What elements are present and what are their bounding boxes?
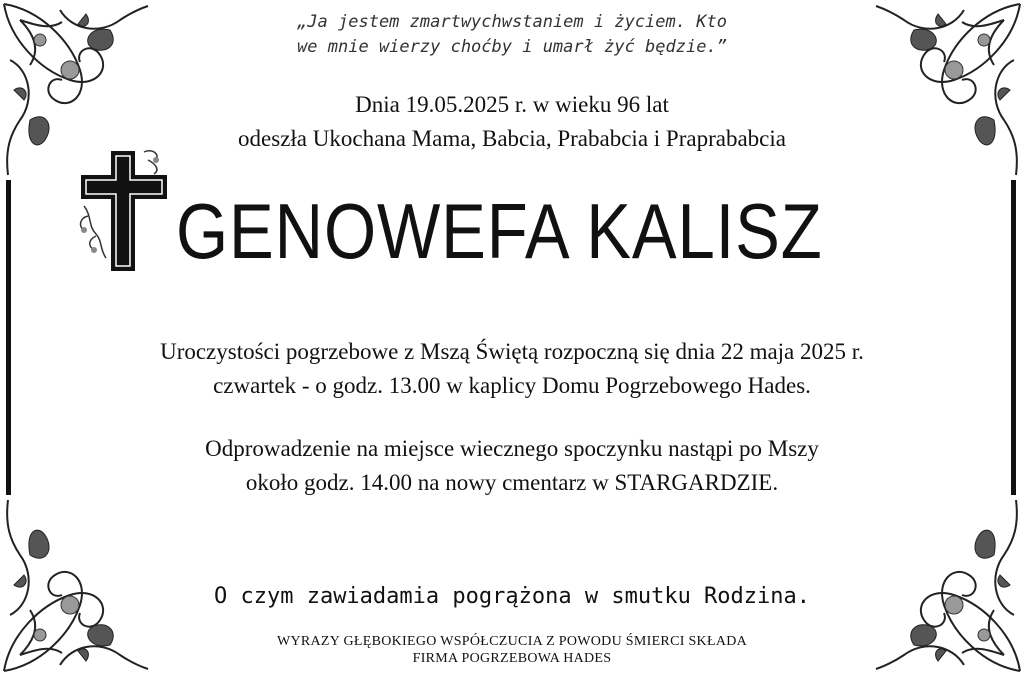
- condolence-note: [0, 633, 1024, 667]
- ceremony-line-2: czwartek - o godz. 13.00 w kaplicy Domu Pogrzebowego Hades.: [213, 373, 811, 398]
- procession-line-2: około godz. 14.00 na nowy cmentarz w STARGARDZIE.: [245, 470, 779, 495]
- funeral-ceremony-info: [0, 335, 1024, 403]
- family-note: O czym zawiadamia pogrążona w smutku Rodzina.: [213, 584, 811, 609]
- quote-line-2: we mnie wierzy choćby i umarł żyć będzie.”: [297, 37, 727, 57]
- intro-line-2: odeszła Ukochana Mama, Babcia, Prababcia i Praprababcia: [238, 126, 786, 151]
- bible-quote: [0, 10, 1024, 60]
- procession-line-1: Odprowadzenie na miejsce wiecznego spoczynku nastąpi po Mszy: [205, 436, 819, 461]
- intro-line-1: Dnia 19.05.2025 r. w wieku 96 lat: [355, 92, 669, 117]
- quote-line-1: „Ja jestem zmartwychwstaniem i życiem. Kto: [297, 12, 727, 32]
- burial-procession-info: [0, 432, 1024, 500]
- ceremony-line-1: Uroczystości pogrzebowe z Mszą Świętą rozpoczną się dnia 22 maja 2025 r.: [160, 339, 864, 364]
- condolence-line-2: FIRMA POGRZEBOWA HADES: [412, 651, 612, 666]
- deceased-name: GENOWEFA KALISZ: [176, 187, 823, 275]
- condolence-line-1: WYRAZY GŁĘBOKIEGO WSPÓŁCZUCIA Z POWODU ŚMIERCI SKŁADA: [276, 634, 748, 649]
- cross-icon: [74, 146, 174, 276]
